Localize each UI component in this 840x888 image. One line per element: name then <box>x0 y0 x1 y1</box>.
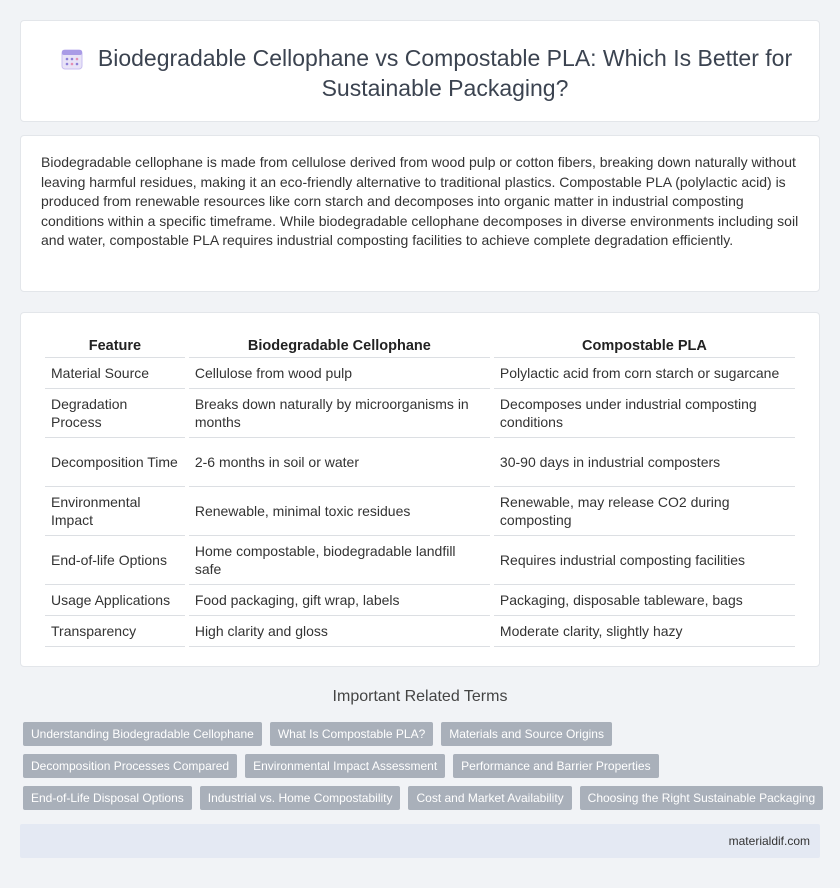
related-tags-row-2 <box>23 754 659 778</box>
row-pla: Polylactic acid from corn starch or sugarcane <box>494 358 795 389</box>
row-cellophane: Home compostable, biodegradable landfill safe <box>189 536 490 585</box>
intro-card <box>20 135 820 292</box>
related-tags-row-3 <box>23 786 823 810</box>
header-pla: Compostable PLA <box>494 331 795 358</box>
row-pla: Moderate clarity, slightly hazy <box>494 616 795 647</box>
comparison-table-card <box>20 312 820 667</box>
row-cellophane: Food packaging, gift wrap, labels <box>189 585 490 616</box>
row-feature: Environmental Impact <box>45 487 185 536</box>
row-pla: Decomposes under industrial composting conditions <box>494 389 795 438</box>
row-cellophane: Breaks down naturally by microorganisms in months <box>189 389 490 438</box>
table-row <box>45 389 795 438</box>
related-tag[interactable]: Decomposition Processes Compared <box>23 754 237 778</box>
related-tags-row-1 <box>23 722 612 746</box>
page-title: Biodegradable Cellophane vs Compostable PLA: Which Is Better for Sustainable Packaging? <box>97 45 793 101</box>
row-pla: 30-90 days in industrial composters <box>494 438 795 487</box>
related-tag[interactable]: End-of-Life Disposal Options <box>23 786 192 810</box>
table-row <box>45 616 795 647</box>
header-cellophane: Biodegradable Cellophane <box>189 331 490 358</box>
table-row <box>45 438 795 487</box>
row-cellophane: Cellulose from wood pulp <box>189 358 490 389</box>
table-row <box>45 487 795 536</box>
table-header-row <box>45 331 795 358</box>
intro-paragraph: Biodegradable cellophane is made from cellulose derived from wood pulp or cotton fibers, breaking down naturally without leaving harmful residues, making it an eco-friendly alternative to traditional plastics. Compostable PLA (polylactic acid) is produced from renewable resources like corn starch and decomposes into organic matter in industrial composting conditions within a specific timeframe. While biodegradable cellophane decomposes in diverse environments including soil and water, compostable PLA requires industrial composting facilities to achieve complete degradation efficiently. <box>41 154 799 248</box>
row-feature: Decomposition Time <box>45 438 185 487</box>
row-feature: Usage Applications <box>45 585 185 616</box>
related-tag[interactable]: Environmental Impact Assessment <box>245 754 445 778</box>
row-pla: Packaging, disposable tableware, bags <box>494 585 795 616</box>
related-terms-title: Important Related Terms <box>332 688 508 705</box>
row-pla: Requires industrial composting facilities <box>494 536 795 585</box>
header-feature: Feature <box>45 331 185 358</box>
row-feature: Degradation Process <box>45 389 185 438</box>
table-row <box>45 536 795 585</box>
row-cellophane: High clarity and gloss <box>189 616 490 647</box>
comparison-table <box>41 331 799 647</box>
table-row <box>45 358 795 389</box>
row-pla: Renewable, may release CO2 during composting <box>494 487 795 536</box>
related-tag[interactable]: Industrial vs. Home Compostability <box>200 786 401 810</box>
related-tag[interactable]: Materials and Source Origins <box>441 722 612 746</box>
footer <box>20 824 820 858</box>
row-cellophane: 2-6 months in soil or water <box>189 438 490 487</box>
related-tag[interactable]: Understanding Biodegradable Cellophane <box>23 722 262 746</box>
related-tag[interactable]: Performance and Barrier Properties <box>453 754 658 778</box>
related-tag[interactable]: What Is Compostable PLA? <box>270 722 433 746</box>
footer-site-link[interactable]: materialdif.com <box>728 834 810 848</box>
table-row <box>45 585 795 616</box>
row-cellophane: Renewable, minimal toxic residues <box>189 487 490 536</box>
related-tag[interactable]: Cost and Market Availability <box>408 786 571 810</box>
related-tag[interactable]: Choosing the Right Sustainable Packaging <box>580 786 823 810</box>
row-feature: Material Source <box>45 358 185 389</box>
row-feature: End-of-life Options <box>45 536 185 585</box>
row-feature: Transparency <box>45 616 185 647</box>
title-card <box>20 20 820 122</box>
